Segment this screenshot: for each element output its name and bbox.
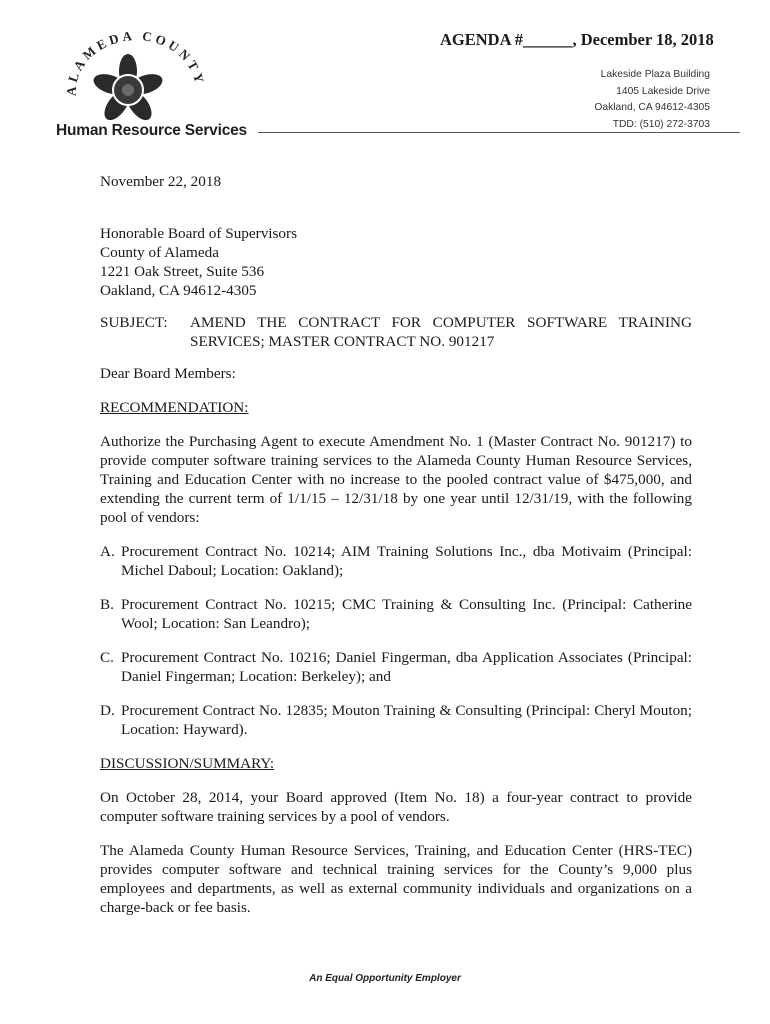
vendor-item: [100, 595, 692, 633]
vendor-text: Procurement Contract No. 12835; Mouton Training & Consulting (Principal: Cheryl Mouton; Location: Hayward).: [121, 702, 692, 738]
vendor-letter: B.: [100, 596, 114, 613]
recipient-line: Honorable Board of Supervisors: [100, 225, 297, 242]
agenda-line: AGENDA #______, December 18, 2018: [440, 30, 714, 49]
vendor-text: Procurement Contract No. 10216; Daniel Fingerman, dba Application Associates (Principal: Daniel Fingerman; Location: Berkeley); and: [121, 649, 692, 685]
county-seal-logo: [58, 22, 218, 134]
vendor-text: Procurement Contract No. 10214; AIM Training Solutions Inc., dba Motivaim (Principal: Michel Daboul; Location: Oakland);: [121, 543, 692, 579]
recipient-address: [100, 224, 692, 300]
seal-ring-text: ALAMEDA COUNTY: [63, 27, 208, 97]
letter-body: [100, 172, 692, 917]
discussion-paragraph: The Alameda County Human Resource Services, Training, and Education Center (HRS-TEC) provides computer software and technical training services for the County’s 9,000 plus employees and departments, as well as external community individuals and organizations on a charge-back or fee basis.: [100, 842, 692, 916]
recommendation-heading: RECOMMENDATION:: [100, 399, 249, 416]
recipient-line: County of Alameda: [100, 244, 219, 261]
salutation: Dear Board Members:: [100, 365, 236, 382]
vendor-item: [100, 648, 692, 686]
vendor-letter: D.: [100, 702, 115, 719]
subject-text: AMEND THE CONTRACT FOR COMPUTER SOFTWARE TRAINING SERVICES; MASTER CONTRACT NO. 901217: [190, 314, 692, 350]
footer-tagline: An Equal Opportunity Employer: [309, 973, 461, 984]
vendor-text: Procurement Contract No. 10215; CMC Training & Consulting Inc. (Principal: Catherine Wool; Location: San Leandro);: [121, 596, 692, 632]
address-line: Lakeside Plaza Building: [600, 69, 710, 80]
recipient-line: Oakland, CA 94612-4305: [100, 282, 257, 299]
discussion-heading: DISCUSSION/SUMMARY:: [100, 755, 275, 772]
address-line: Oakland, CA 94612-4305: [594, 102, 710, 113]
address-line: 1405 Lakeside Drive: [616, 85, 710, 97]
vendor-item: [100, 542, 692, 580]
org-name: Human Resource Services: [56, 122, 247, 139]
seal-flower-icon: [91, 54, 165, 124]
recommendation-text: Authorize the Purchasing Agent to execute Amendment No. 1 (Master Contract No. 901217) to provide computer software training services to the Alameda County Human Resource Services, Training and Education Center with no increase to the pooled contract value of $475,000, and extending the current term of 1/1/15 – 12/31/18 by one year until 12/31/19, with the following pool of vendors:: [100, 433, 692, 526]
subject-block: [100, 313, 692, 351]
office-address: [560, 67, 710, 133]
subject-label: SUBJECT:: [100, 314, 168, 331]
vendor-item: [100, 701, 692, 739]
letter-date: November 22, 2018: [100, 173, 222, 190]
vendor-letter: C.: [100, 649, 114, 666]
address-line: TDD: (510) 272-3703: [612, 118, 710, 130]
recipient-line: 1221 Oak Street, Suite 536: [100, 263, 265, 280]
discussion-paragraph: On October 28, 2014, your Board approved (Item No. 18) a four-year contract to provide computer software training services by a pool of vendors.: [100, 789, 692, 825]
vendor-letter: A.: [100, 543, 115, 560]
